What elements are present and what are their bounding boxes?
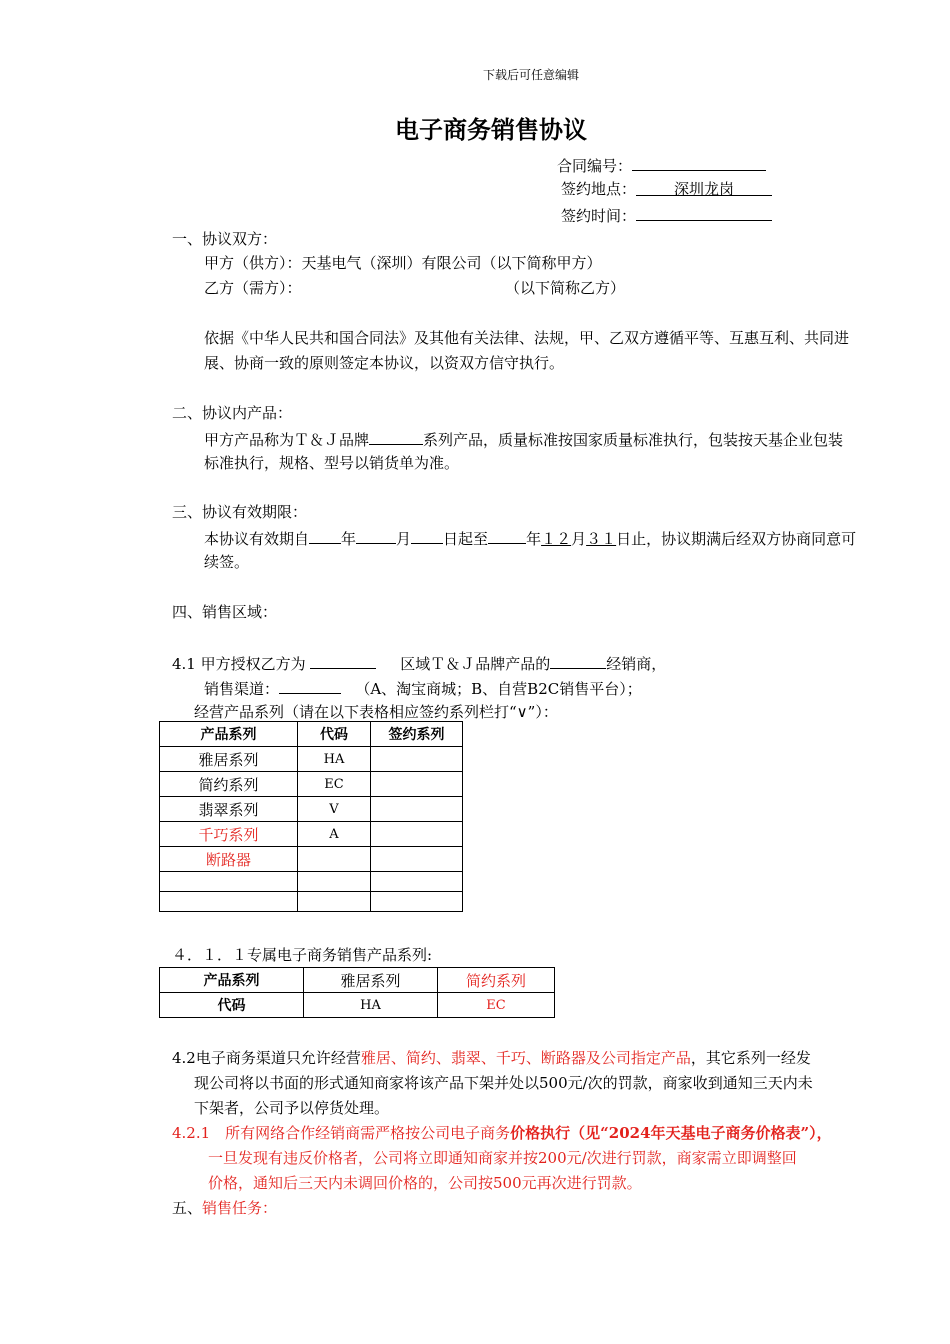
- series-cell: 断路器: [160, 847, 298, 872]
- series-cell: [160, 872, 298, 892]
- code-cell: [298, 847, 371, 872]
- sign-cell[interactable]: [371, 872, 463, 892]
- clause-4-1: [172, 651, 666, 674]
- series-cell: 雅居系列: [160, 747, 298, 772]
- clause-4-1-b: 区域Ｔ＆Ｊ品牌产品的: [400, 655, 551, 673]
- sec3-year1: 年: [341, 530, 357, 548]
- header-note: 下载后可任意编辑: [483, 68, 580, 82]
- sign-cell[interactable]: [371, 822, 463, 847]
- sec5-heading: [172, 1197, 277, 1218]
- party-a: 甲方（供方）：天基电气（深圳）有限公司（以下简称甲方）: [204, 254, 602, 272]
- code-cell: A: [298, 822, 371, 847]
- sign-time-blank: [636, 203, 772, 221]
- contract-no-blank: [632, 153, 766, 171]
- sign-cell[interactable]: [371, 772, 463, 797]
- sec3-day1: 日起至: [443, 530, 489, 548]
- code-cell: [298, 872, 371, 892]
- sec5-heading-text: 销售任务：: [202, 1199, 278, 1217]
- sign-cell[interactable]: [371, 847, 463, 872]
- clause-4-2-1-line-2: 一旦发现有违反价格者，公司将立即通知商家并按200元/次进行罚款，商家需立即调整回: [208, 1149, 797, 1167]
- sec3-month2: 月: [571, 530, 587, 548]
- series-cell: 翡翠系列: [160, 797, 298, 822]
- sec3-a: 本协议有效期自: [204, 530, 310, 548]
- table-row: [160, 772, 463, 797]
- sales-channel-blank: [279, 676, 341, 694]
- code-cell: V: [298, 797, 371, 822]
- clause-4-2-1-line-1: [172, 1122, 832, 1143]
- sec3-year2: 年: [526, 530, 542, 548]
- sales-channel: [204, 676, 642, 699]
- sign-place-value: 深圳龙岗: [636, 178, 772, 196]
- sec2-l1-a: 甲方产品称为Ｔ＆Ｊ品牌: [204, 431, 370, 449]
- series-note: 经营产品系列（请在以下表格相应签约系列栏打“∨”）：: [194, 703, 558, 721]
- clause-4-1-c: 经销商，: [606, 655, 667, 673]
- code-col-header: 代码: [298, 722, 371, 747]
- clause-4-2-line-1: [172, 1047, 811, 1068]
- sec2-line-2: 标准执行，规格、型号以销货单为准。: [204, 454, 460, 472]
- series-col-header: 产品系列: [160, 722, 298, 747]
- table-row: [160, 797, 463, 822]
- code-cell: HA: [298, 747, 371, 772]
- clause-4-2-line-2: 现公司将以书面的形式通知商家将该产品下架并处以500元/次的罚款，商家收到通知三天内未: [194, 1074, 813, 1092]
- start-day-blank: [411, 526, 443, 544]
- exclusive-series-b: 简约系列: [438, 968, 555, 993]
- sec3-month1: 月: [396, 530, 412, 548]
- sales-channel-options: （A、淘宝商城；B、自营B2C销售平台）；: [355, 680, 642, 698]
- exclusive-series-table: [159, 967, 555, 1018]
- start-month-blank: [356, 526, 396, 544]
- sign-cell[interactable]: [371, 892, 463, 912]
- document-title: 电子商务销售协议: [395, 116, 587, 144]
- sub-4-1-1: ４．１．１专属电子商务销售产品系列:: [172, 946, 433, 964]
- series-cell: 千巧系列: [160, 822, 298, 847]
- sign-cell[interactable]: [371, 747, 463, 772]
- code-cell: [298, 892, 371, 912]
- exclusive-series-a: 雅居系列: [304, 968, 438, 993]
- sign-col-header: 签约系列: [371, 722, 463, 747]
- code-cell: EC: [298, 772, 371, 797]
- sec4-heading: 四、销售区域：: [172, 603, 278, 621]
- clause-4-2-1-line-3: 价格，通知后三天内未调回价格的，公司按500元再次进行罚款。: [208, 1174, 642, 1192]
- intro-line-2: 展、协商一致的原则签定本协议，以资双方信守执行。: [204, 354, 565, 372]
- sec5-heading-number: 五、: [172, 1199, 203, 1217]
- clause-4-2-products: 雅居、简约、翡翠、千巧、断路器及公司指定产品: [360, 1049, 691, 1067]
- contract-no: [557, 153, 766, 176]
- clause-4-2-line-3: 下架者，公司予以停货处理。: [194, 1099, 390, 1117]
- sec3-rest: 日止，协议期满后经双方协商同意可: [616, 530, 857, 548]
- end-year-blank: [488, 526, 526, 544]
- clause-4-1-a: 4.1 甲方授权乙方为: [172, 655, 306, 673]
- table-row: [160, 872, 463, 892]
- clause-4-2-a: 4.2电子商务渠道只允许经营: [172, 1049, 361, 1067]
- party-b-label: 乙方（需方）：: [204, 279, 302, 297]
- sec1-heading: 一、协议双方：: [172, 230, 278, 248]
- series-table: [159, 721, 463, 912]
- sales-channel-label: 销售渠道：: [204, 680, 280, 698]
- sign-time: [561, 203, 772, 226]
- sign-place-label: 签约地点：: [561, 180, 637, 198]
- sec3-line-2: 续签。: [204, 553, 250, 571]
- sec3-line-1: [204, 526, 856, 549]
- sign-place: [561, 178, 772, 199]
- brand-series-blank: [369, 427, 423, 445]
- table-row: [160, 747, 463, 772]
- party-b-suffix: （以下简称乙方）: [505, 279, 626, 297]
- series-cell: 简约系列: [160, 772, 298, 797]
- exclusive-code-a: HA: [304, 993, 438, 1018]
- table-row: [160, 822, 463, 847]
- region-blank: [310, 651, 376, 669]
- end-month-value: １２: [541, 530, 572, 548]
- exclusive-series-label: 产品系列: [160, 968, 304, 993]
- clause-4-2-1-price-rule: 价格执行（见“2024年天基电子商务价格表”），: [510, 1124, 832, 1142]
- table-row: [160, 847, 463, 872]
- clause-4-2-b: ，其它系列一经发: [690, 1049, 811, 1067]
- sec2-l1-b: 系列产品，质量标准按国家质量标准执行，包装按天基企业包装: [423, 431, 844, 449]
- sec2-line-1: [204, 427, 843, 450]
- exclusive-code-label: 代码: [160, 993, 304, 1018]
- start-year-blank: [309, 526, 341, 544]
- sec3-heading: 三、协议有效期限：: [172, 503, 308, 521]
- sec2-heading: 二、协议内产品：: [172, 404, 293, 422]
- dealer-type-blank: [550, 651, 606, 669]
- clause-4-2-1-a: 4.2.1 所有网络合作经销商需严格按公司电子商务: [172, 1124, 511, 1142]
- contract-no-label: 合同编号：: [557, 157, 633, 175]
- series-cell: [160, 892, 298, 912]
- end-day-value: ３１: [586, 530, 617, 548]
- sign-time-label: 签约时间：: [561, 207, 637, 225]
- table-row: [160, 892, 463, 912]
- intro-line-1: 依据《中华人民共和国合同法》及其他有关法律、法规，甲、乙双方遵循平等、互惠互利、共同进: [204, 329, 850, 347]
- exclusive-code-b: EC: [438, 993, 555, 1018]
- sign-cell[interactable]: [371, 797, 463, 822]
